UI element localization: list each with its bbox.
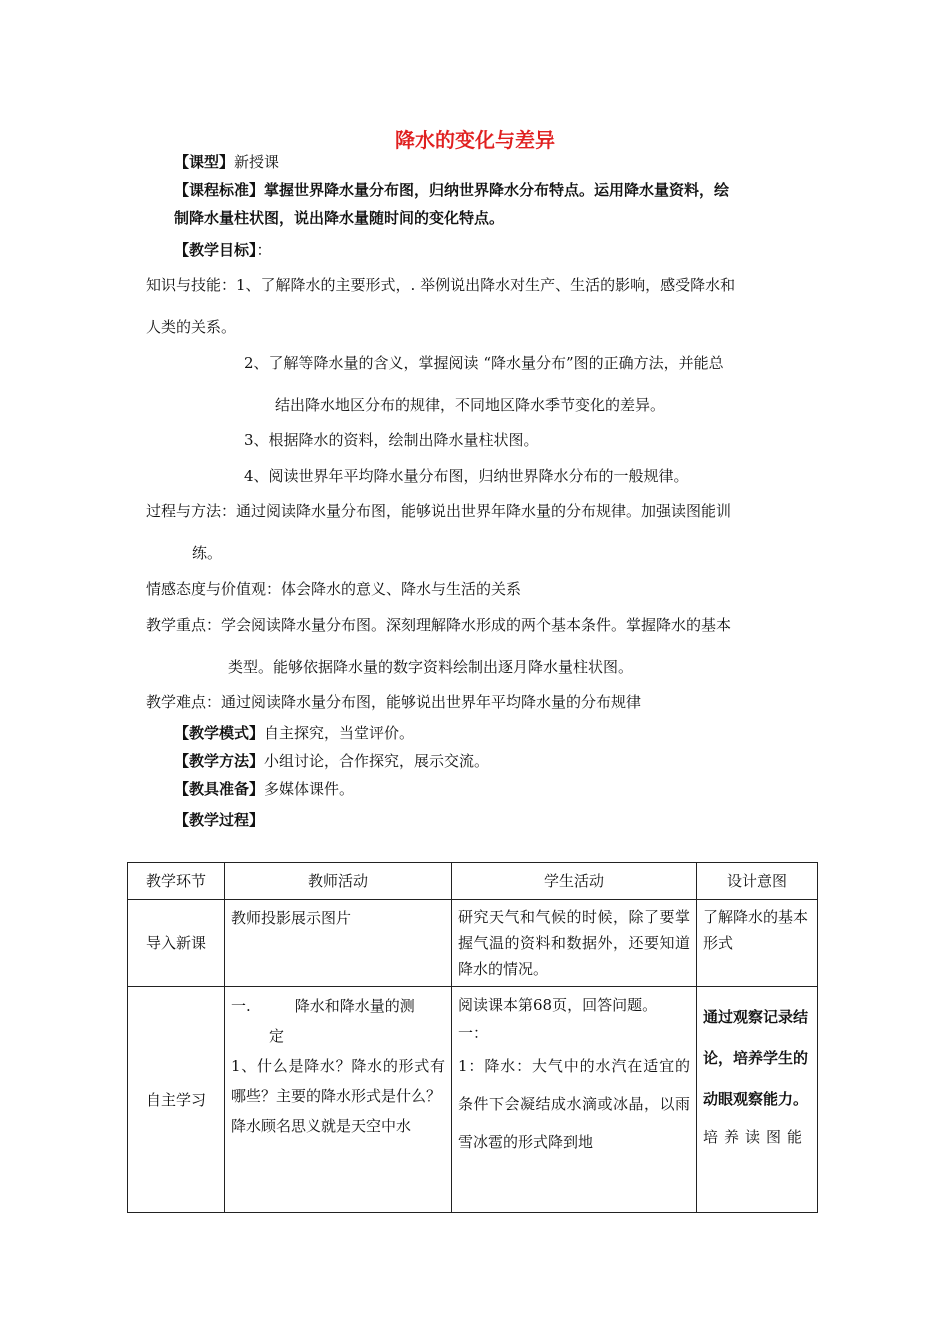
mode-value: 自主探究，当堂评价。: [264, 724, 415, 742]
teaching-method: [174, 750, 489, 771]
lesson-type-value: 新授课: [234, 153, 280, 171]
teacher-body: 1、什么是降水？降水的形式有哪些？主要的降水形式是什么？: [231, 1057, 445, 1105]
standard-label: 【课程标准】: [174, 181, 265, 199]
method-value: 小组讨论，合作探究，展示交流。: [264, 752, 490, 770]
process-table: [127, 862, 818, 1213]
table-row: [128, 987, 818, 1213]
course-standard: [174, 179, 729, 200]
intent-cell: 了解降水的基本形式: [697, 900, 818, 987]
process-heading: 【教学过程】: [174, 811, 265, 829]
student-cell: 研究天气和气候的时候，除了要掌握气温的资料和数据外，还要知道降水的情况。: [452, 900, 697, 987]
teacher-cell: 教师投影展示图片: [225, 900, 452, 987]
goals-heading: [174, 239, 272, 260]
intent-cell: [697, 987, 818, 1213]
knowledge-line1: 知识与技能：1、了解降水的主要形式，. 举例说出降水对生产、生活的影响，感受降水和: [146, 276, 736, 294]
goals-label: 【教学目标】: [174, 241, 257, 259]
method-label: 【教学方法】: [174, 752, 265, 770]
page-title: 降水的变化与差异: [395, 128, 555, 152]
teacher-heading-num: 一.: [231, 997, 251, 1015]
tools-value: 多媒体课件。: [264, 780, 355, 798]
student-line1: 阅读课本第68页，回答问题。: [458, 996, 658, 1014]
intent-tail: 培养读图能: [703, 1128, 809, 1146]
teacher-heading-tail: 定: [269, 1027, 285, 1045]
student-body: 1：降水：大气中的水汽在适宜的条件下会凝结成水滴或冰晶，以雨雪冰雹的形式降到地: [458, 1057, 690, 1151]
standard-line2: 制降水量柱状图，说出降水量随时间的变化特点。: [174, 209, 505, 227]
header-teacher: 教师活动: [225, 863, 452, 900]
stage-cell: 导入新课: [128, 900, 225, 987]
goal-item2-line1: 2、了解等降水量的含义，掌握阅读 “降水量分布”图的正确方法，并能总: [244, 354, 724, 372]
student-cell: [452, 987, 697, 1213]
teacher-heading-text: 降水和降水量的测: [294, 997, 415, 1015]
knowledge-line2: 人类的关系。: [146, 318, 237, 336]
lesson-type-label: 【课型】: [174, 153, 235, 171]
table-row: [128, 900, 818, 987]
process-line1: 过程与方法：通过阅读降水量分布图，能够说出世界年降水量的分布规律。加强读图能训: [146, 502, 732, 520]
goals-suffix: ：: [256, 241, 272, 259]
table-header-row: [128, 863, 818, 900]
goal-item4: 4、阅读世界年平均降水量分布图，归纳世界降水分布的一般规律。: [244, 467, 689, 485]
tools-label: 【教具准备】: [174, 780, 265, 798]
process-line2: 练。: [192, 544, 223, 562]
teacher-cell: [225, 987, 452, 1213]
teacher-body2: 降水顾名思义就是天空中水: [231, 1117, 412, 1135]
teacher-heading: [231, 991, 445, 1021]
stage-cell: 自主学习: [128, 987, 225, 1213]
student-line2: 一：: [458, 1024, 489, 1042]
difficulty: 教学难点：通过阅读降水量分布图，能够说出世界年平均降水量的分布规律: [146, 693, 642, 711]
emotion-goal: 情感态度与价值观：体会降水的意义、降水与生活的关系: [146, 580, 522, 598]
goal-item3: 3、根据降水的资料，绘制出降水量柱状图。: [244, 431, 539, 449]
mode-label: 【教学模式】: [174, 724, 265, 742]
header-student: 学生活动: [452, 863, 697, 900]
key-point-line2: 类型。能够依据降水量的数字资料绘制出逐月降水量柱状图。: [228, 658, 634, 676]
goal-item2-line2: 结出降水地区分布的规律，不同地区降水季节变化的差异。: [275, 396, 666, 414]
standard-line1: 掌握世界降水量分布图，归纳世界降水分布特点。运用降水量资料，绘: [264, 181, 730, 199]
lesson-type: [174, 151, 279, 172]
intent-bold: 通过观察记录结论，培养学生的动眼观察能力。: [703, 1008, 809, 1108]
key-point-line1: 教学重点：学会阅读降水量分布图。深刻理解降水形成的两个基本条件。掌握降水的基本: [146, 616, 732, 634]
teaching-tools: [174, 778, 354, 799]
header-intent: 设计意图: [697, 863, 818, 900]
teaching-mode: [174, 722, 414, 743]
header-stage: 教学环节: [128, 863, 225, 900]
